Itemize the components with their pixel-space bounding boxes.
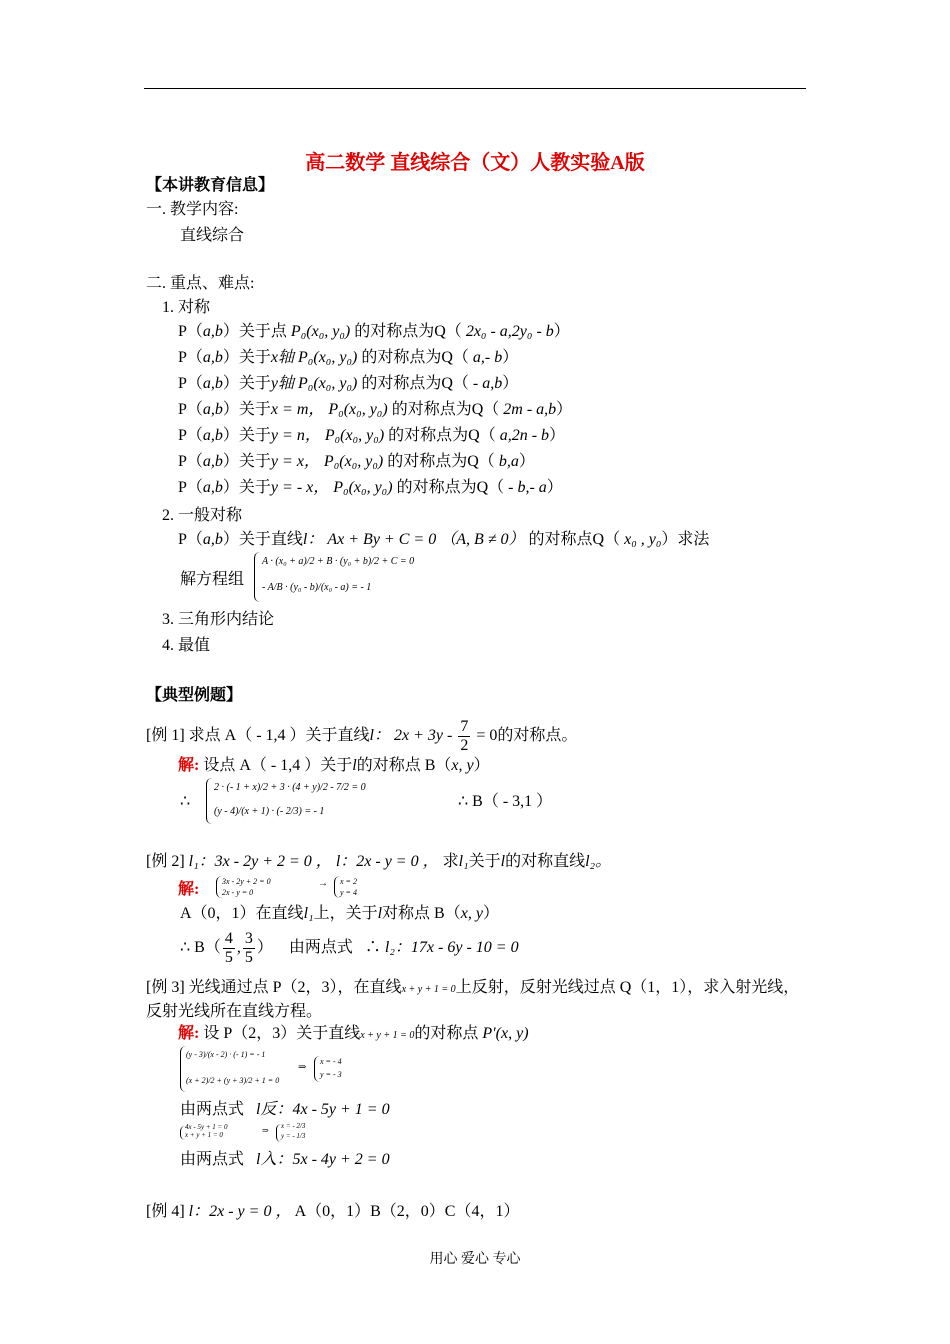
item-2: 二. 重点、难点: [146,275,255,292]
example-1-statement: [例 1] 求点 A（ - 1,4 ）关于直线l： 2x + 3y - $\frac{7}{2}$ = 0的对称点。 [146,718,578,754]
symmetry-title: 1. 对称 [162,299,211,316]
page-title: 高二数学 直线综合（文）人教实验A版 [305,152,645,174]
ex1-system-eq2: (y - 4)/(x + 1) · (- 2/3) = - 1 [214,806,325,817]
example-3-statement-1: [例 3] 光线通过点 P（2，3），在直线x + y + 1 = 0上反射，反射光线过点 Q（1，1），求入射光线， [146,979,800,996]
general-symmetry-title: 2. 一般对称 [162,507,243,524]
ex3-system-eq2: (x + 2)/2 + (y + 3)/2 + 1 = 0 [186,1076,280,1085]
top-rule [144,88,806,89]
implies-arrow: → [318,878,328,889]
ex1-system-eq1: 2 · (- 1 + x)/2 + 3 · (4 + y)/2 - 7/2 = 0 [214,782,366,793]
ex2-line-3: ∴ B（ $\frac{4}{5}$ , $\frac{3}{5}$ ） 由两点式 ∴ l₂：17x - 6y - 10 = 0 [180,930,519,966]
system-brace [206,778,213,824]
fraction: $\frac{4}{5}$ [224,930,233,966]
item-1: 一. 教学内容: [146,201,239,218]
system-brace [254,552,261,602]
ex2-system-b1: x = 2 [340,877,357,886]
page-footer: 用心 爱心 专心 [429,1252,521,1267]
sym-line: P（a,b）关于y = n， P₀(x₀, y₀) 的对称点为Q（ a,2n - b） [178,427,566,444]
therefore-symbol: ∴ [180,793,191,810]
sym-line: P（a,b）关于y = - x， P₀(x₀, y₀) 的对称点为Q（ - b,- a） [178,479,563,496]
ex3-result-3: x = - 2/3 [281,1122,306,1130]
ex3-system-eq4: x + y + 1 = 0 [185,1131,223,1139]
example-2-statement: [例 2] l₁：3x - 2y + 2 = 0 ， l：2x - y = 0 ， 求l₁关于l的对称直线l₂。 [146,853,612,870]
section-header-examples: 【典型例题】 [146,687,243,704]
item-3: 3. 三角形内结论 [162,611,275,628]
implies-arrow: ⇒ [298,1062,307,1073]
ex2-system-a2: 2x - y = 0 [222,888,254,897]
sym-line: P（a,b）关于y = x， P₀(x₀, y₀) 的对称点为Q（ b,a） [178,453,535,470]
sym-line: P（a,b）关于点 P₀(x₀, y₀) 的对称点为Q（ 2x₀ - a,2y₀ - b） [178,323,570,340]
sym-line: P（a,b）关于x轴 P₀(x₀, y₀) 的对称点为Q（ a,- b） [178,349,519,366]
solve-equation-1: A · (x₀ + a)/2 + B · (y₀ + b)/2 + C = 0 [262,556,415,567]
example-1-solution-line: 解: 设点 A（ - 1,4 ）关于l的对称点 B（x, y） [178,757,490,774]
ex2-system-a1: 3x - 2y + 2 = 0 [222,877,271,886]
ex2-system-b2: y = 4 [340,888,357,897]
ex3-result-2: y = - 3 [320,1070,342,1079]
section-header-info: 【本讲教育信息】 [146,177,275,194]
ex3-incident-line: 由两点式 l入：5x - 4y + 2 = 0 [180,1151,390,1168]
ex3-reflected-line: 由两点式 l反：4x - 5y + 1 = 0 [180,1101,390,1118]
solution-label: 解: [178,757,200,774]
ex3-result-1: x = - 4 [320,1057,342,1066]
ex3-result-4: y = - 1/3 [281,1132,306,1140]
ex3-system-eq3: 4x - 5y + 1 = 0 [185,1123,228,1131]
general-symmetry-line: P（a,b）关于直线l： Ax + By + C = 0 （A, B ≠ 0） 的对称点Q（ x₀ , y₀）求法 [178,531,710,548]
ex1-result: ∴ B（ - 3,1 ） [458,793,553,810]
solve-label: 解方程组 [180,571,245,588]
example-2-solution-label: 解: [178,881,200,898]
example-4-statement: [例 4] l：2x - y = 0 ， A（0，1）B（2，0）C（4，1） [146,1203,520,1220]
example-3-solution-line: 解: 设 P（2，3）关于直线x + y + 1 = 0的对称点 P′(x, y) [178,1025,529,1042]
solve-equation-2: - A/B · (y₀ - b)/(x₀ - a) = - 1 [262,582,372,593]
sym-line: P（a,b）关于y轴 P₀(x₀, y₀) 的对称点为Q（ - a,b） [178,375,519,392]
item-4: 4. 最值 [162,637,211,654]
content-text: 直线综合 [180,227,245,244]
example-3-statement-2: 反射光线所在直线方程。 [146,1003,323,1020]
sym-line: P（a,b）关于x = m， P₀(x₀, y₀) 的对称点为Q（ 2m - a,b） [178,401,573,418]
ex2-line-2: A（0，1）在直线l₁上，关于l对称点 B（x, y） [180,905,499,922]
ex3-system-eq1: (y - 3)/(x - 2) · (- 1) = - 1 [186,1050,266,1059]
implies-arrow: ⇒ [262,1126,269,1135]
fraction: $\frac{7}{2}$ [460,718,469,754]
fraction: $\frac{3}{5}$ [244,930,253,966]
